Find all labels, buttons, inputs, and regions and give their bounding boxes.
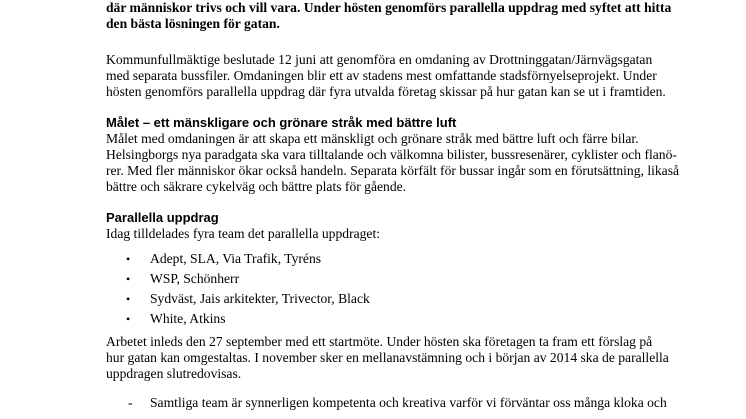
bullet-icon: • bbox=[126, 292, 131, 306]
bullet-icon: • bbox=[126, 252, 131, 266]
intro-paragraph bbox=[106, 0, 672, 32]
team-name: Adept, SLA, Via Trafik, Tyréns bbox=[150, 251, 322, 266]
quote-line: Samtliga team är synnerligen kompetenta och kreativa varför vi förväntar oss många kloka och bbox=[150, 395, 667, 410]
bullet-icon: • bbox=[126, 272, 131, 286]
paragraph-line: Helsingborgs nya paradgata ska vara tilltalande och välkomna bilister, bussresenärer, cyklister och flanö- bbox=[106, 147, 677, 162]
paragraph-line: bättre och säkrare cykelväg och bättre plats för gående. bbox=[106, 179, 407, 194]
section-heading-parallel: Parallella uppdrag bbox=[106, 210, 219, 225]
intro-line: där människor trivs och vill vara. Under hösten genomförs parallella uppdrag med syftet att hitta bbox=[106, 0, 672, 15]
team-list bbox=[106, 249, 370, 329]
list-item bbox=[106, 309, 370, 329]
paragraph-line: uppdragen slutredovisas. bbox=[106, 366, 242, 381]
paragraph-line: hösten genomförs parallella uppdrag där fyra utvalda företag skissar på hur gatan kan se ut i framtiden. bbox=[106, 84, 666, 99]
paragraph-line: Målet med omdaningen är att skapa ett mänskligt och grönare stråk med bättre luft och färre bilar. bbox=[106, 131, 639, 146]
intro-line: den bästa lösningen för gatan. bbox=[106, 16, 280, 31]
team-name: WSP, Schönherr bbox=[150, 271, 240, 286]
section-heading-goal: Målet – ett mänskligare och grönare stråk med bättre luft bbox=[106, 115, 457, 130]
dash-marker: - bbox=[128, 395, 133, 410]
list-item bbox=[106, 249, 370, 269]
list-item bbox=[106, 269, 370, 289]
quote-item bbox=[106, 395, 667, 411]
bullet-icon: • bbox=[126, 312, 131, 326]
team-name: Sydväst, Jais arkitekter, Trivector, Black bbox=[150, 291, 370, 306]
schedule-paragraph bbox=[106, 334, 669, 382]
paragraph-line: rer. Med fler människor ökar också handeln. Separata körfält för bussar ingår som en förutsättning, likaså bbox=[106, 163, 680, 178]
paragraph-line: Kommunfullmäktige beslutade 12 juni att genomföra en omdaning av Drottninggatan/Järnvägsgatan bbox=[106, 52, 653, 67]
paragraph-line: Arbetet inleds den 27 september med ett startmöte. Under hösten ska företagen ta fram ett förslag på bbox=[106, 334, 653, 349]
list-item bbox=[106, 289, 370, 309]
paragraph-line: med separata bussfiler. Omdaningen blir ett av stadens mest omfattande stadsförnyelseprojekt. Under bbox=[106, 68, 657, 83]
parallel-intro-line: Idag tilldelades fyra team det parallella uppdraget: bbox=[106, 226, 381, 241]
paragraph-line: hur gatan kan omgestaltas. I november sker en mellanavstämning och i början av 2014 ska de parallella bbox=[106, 350, 669, 365]
goal-paragraph bbox=[106, 131, 680, 195]
team-name: White, Atkins bbox=[150, 311, 226, 326]
quote-list bbox=[106, 395, 667, 411]
decision-paragraph bbox=[106, 52, 666, 100]
